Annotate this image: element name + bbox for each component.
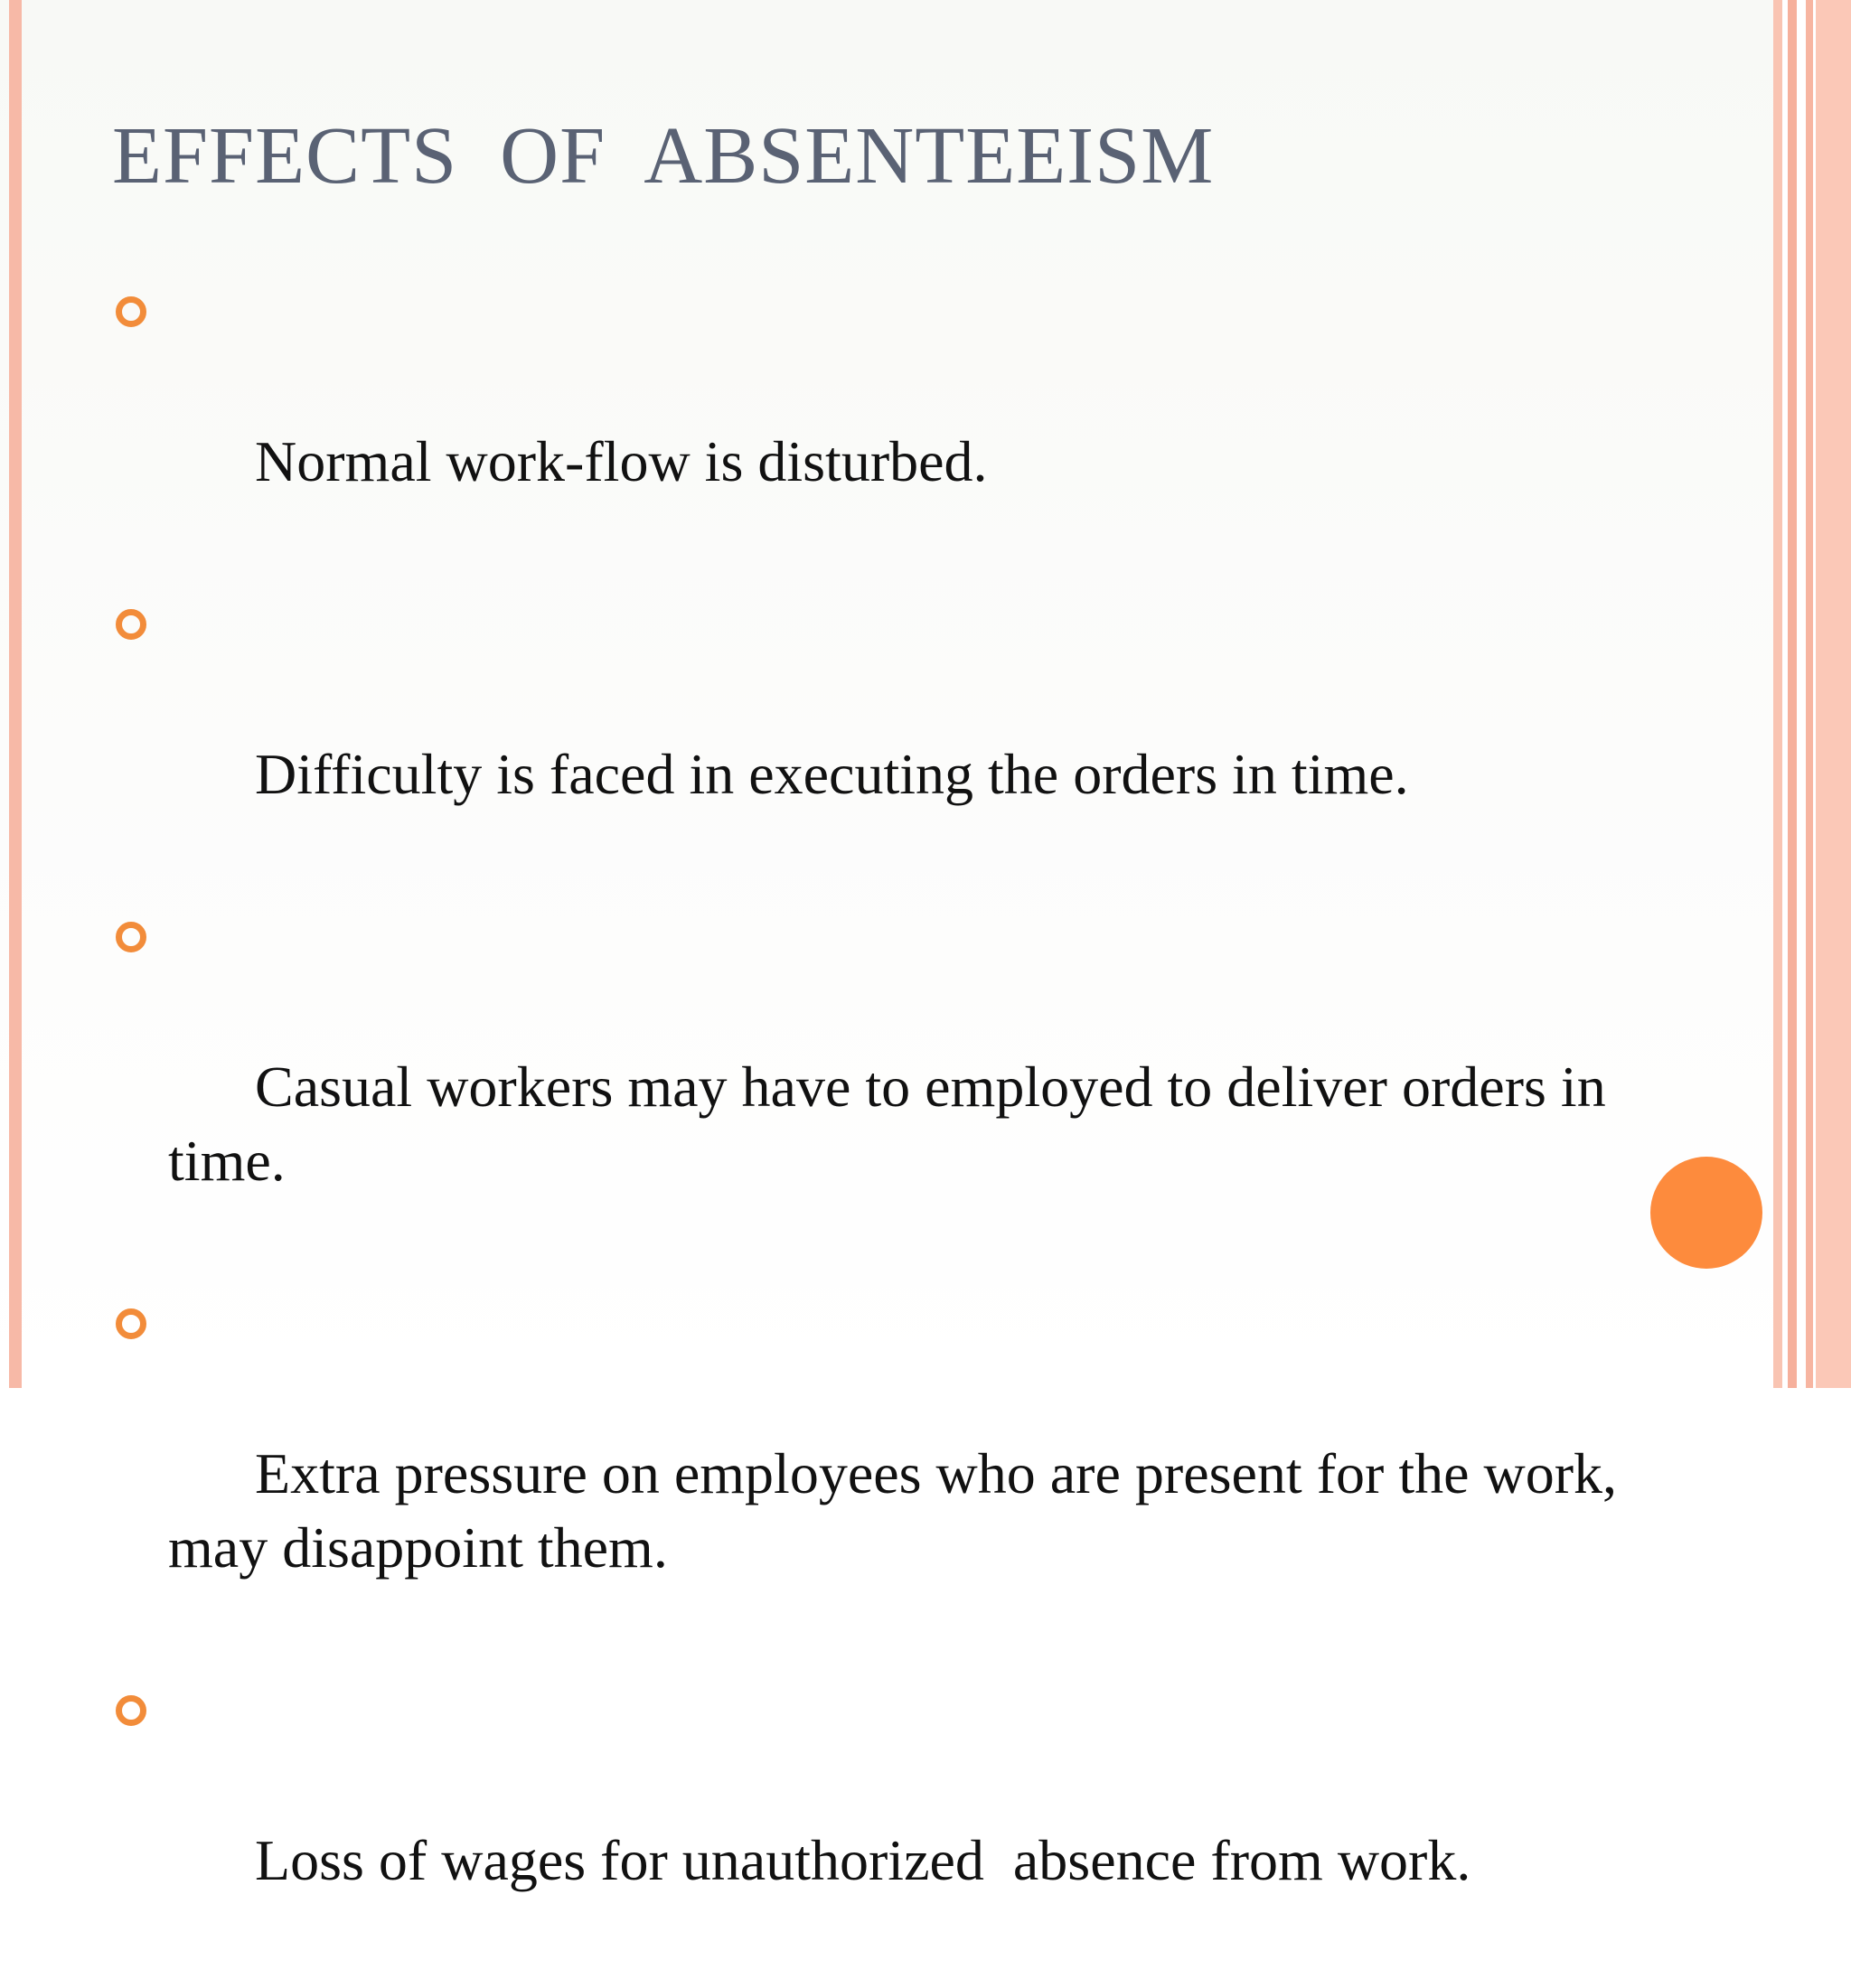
stripe xyxy=(1806,0,1813,1388)
bullet-text: Casual workers may have to employed to deliver orders in time. xyxy=(168,1055,1621,1193)
bullet-item xyxy=(112,1675,1703,1972)
bullet-list xyxy=(112,277,1703,1988)
ring-bullet-icon xyxy=(116,922,146,952)
bullet-item xyxy=(112,1289,1703,1659)
slide-title: EFFECTS OF ABSENTEEISM xyxy=(112,111,1215,201)
ring-bullet-icon xyxy=(116,1695,146,1726)
left-border-decoration xyxy=(9,0,22,1388)
bullet-text: Loss of wages for unauthorized absence from work. xyxy=(255,1828,1471,1892)
stripe xyxy=(1797,0,1806,1388)
ring-bullet-icon xyxy=(116,609,146,640)
ring-bullet-icon xyxy=(116,1308,146,1339)
decorative-circle xyxy=(1650,1157,1762,1269)
stripe xyxy=(1773,0,1782,1388)
stripe xyxy=(1816,0,1851,1388)
bullet-text: Difficulty is faced in executing the orders in time. xyxy=(255,742,1409,806)
bullet-item xyxy=(112,277,1703,573)
bullet-item xyxy=(112,589,1703,886)
bullet-text: Normal work-flow is disturbed. xyxy=(255,429,988,493)
bullet-text: Extra pressure on employees who are present for the work, may disappoint them. xyxy=(168,1441,1632,1580)
right-stripe-decoration xyxy=(1773,0,1851,1388)
ring-bullet-icon xyxy=(116,296,146,327)
stripe xyxy=(1788,0,1797,1388)
bullet-item xyxy=(112,902,1703,1272)
